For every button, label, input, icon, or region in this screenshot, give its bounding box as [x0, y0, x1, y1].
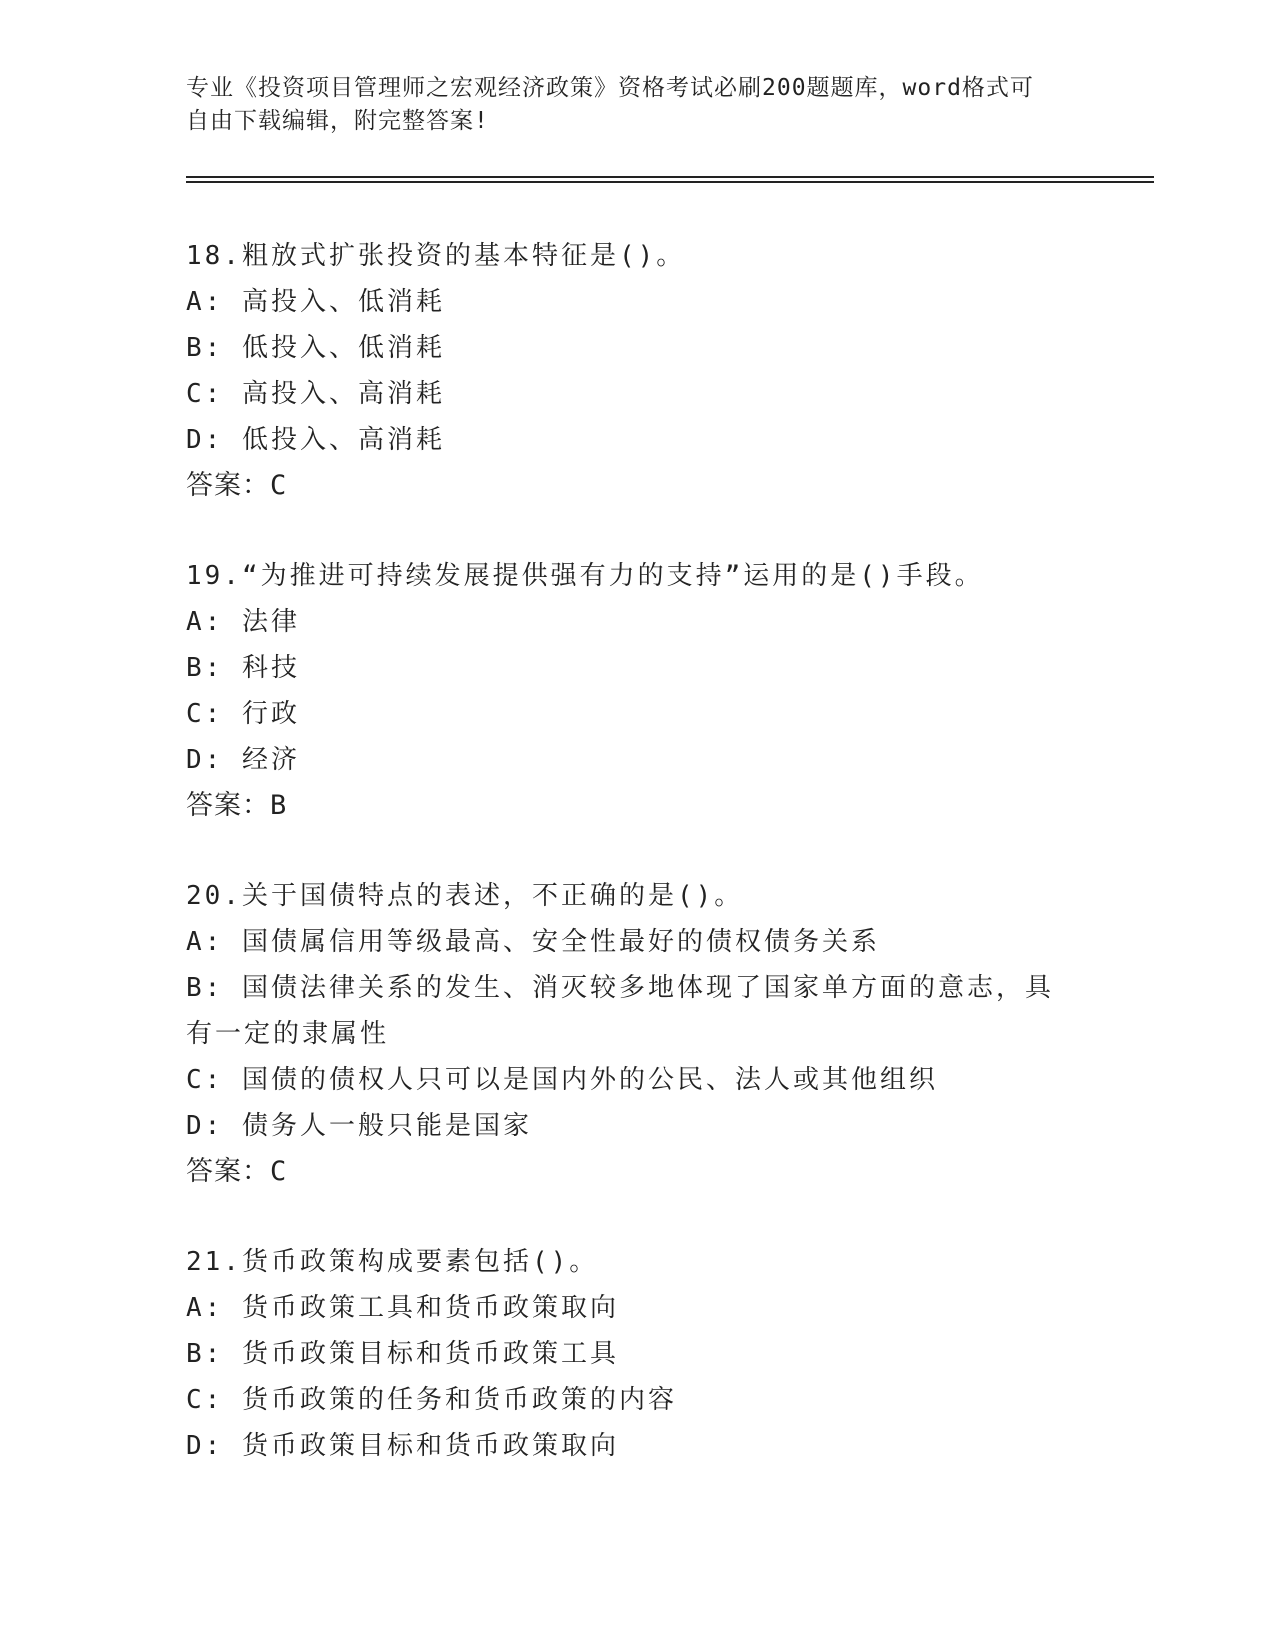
question-18: [186, 233, 1086, 509]
option-d: D: 低投入、高消耗: [186, 425, 445, 455]
answer-label: 答案：: [186, 790, 270, 821]
option-a: A: 高投入、低消耗: [186, 287, 445, 317]
option-b: B: 国债法律关系的发生、消灭较多地体现了国家单方面的意志，具有一定的隶属性: [186, 973, 1054, 1049]
question-stem: 20.关于国债特点的表述，不正确的是()。: [186, 881, 744, 911]
option-d: D: 货币政策目标和货币政策取向: [186, 1431, 619, 1461]
option-a: A: 国债属信用等级最高、安全性最好的债权债务关系: [186, 927, 880, 957]
answer-line: [186, 463, 1086, 509]
header-divider-bottom: [186, 181, 1154, 183]
option-b: B: 货币政策目标和货币政策工具: [186, 1339, 619, 1369]
header-divider-top: [186, 176, 1154, 178]
option-b: B: 科技: [186, 653, 300, 683]
answer-value: C: [270, 1156, 288, 1187]
question-20: [186, 873, 1086, 1195]
answer-value: B: [270, 790, 288, 821]
option-c: C: 高投入、高消耗: [186, 379, 445, 409]
answer-label: 答案：: [186, 470, 270, 501]
option-c: C: 货币政策的任务和货币政策的内容: [186, 1385, 677, 1415]
question-stem: 18.粗放式扩张投资的基本特征是()。: [186, 241, 686, 271]
option-d: D: 经济: [186, 745, 300, 775]
question-stem: 21.货币政策构成要素包括()。: [186, 1247, 599, 1277]
question-stem: 19.“为推进可持续发展提供强有力的支持”运用的是()手段。: [186, 561, 984, 591]
option-a: A: 货币政策工具和货币政策取向: [186, 1293, 619, 1323]
option-b: B: 低投入、低消耗: [186, 333, 445, 363]
document-header: [186, 72, 1066, 138]
option-a: A: 法律: [186, 607, 300, 637]
option-c: C: 国债的债权人只可以是国内外的公民、法人或其他组织: [186, 1065, 938, 1095]
header-line-1: 专业《投资项目管理师之宏观经济政策》资格考试必刷200题题库，word格式可: [186, 75, 1034, 101]
question-19: [186, 553, 1086, 829]
answer-line: [186, 783, 1086, 829]
option-d: D: 债务人一般只能是国家: [186, 1111, 532, 1141]
question-21: [186, 1239, 1086, 1469]
answer-label: 答案：: [186, 1156, 270, 1187]
answer-line: [186, 1149, 1086, 1195]
option-c: C: 行政: [186, 699, 300, 729]
header-line-2: 自由下载编辑，附完整答案!: [186, 108, 489, 134]
answer-value: C: [270, 470, 288, 501]
